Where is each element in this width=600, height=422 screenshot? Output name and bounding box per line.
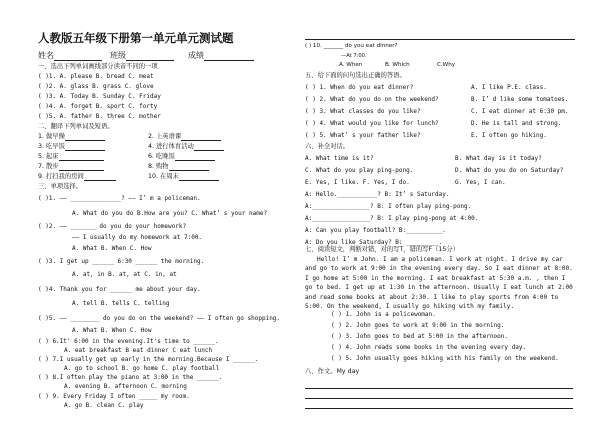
sec6-option: C. What do you play ping-pong. <box>305 167 414 174</box>
writing-line <box>305 408 573 409</box>
top-rule <box>305 39 575 40</box>
sec1-item: ( )4. A. forget B. sport C. forty <box>38 103 158 110</box>
name-label: 姓名 <box>38 51 102 61</box>
sec5-answer: B. I’ d like some tomatoes. <box>471 96 569 103</box>
sec7-item: ( ) 4. John reads some books in the evening every day. <box>331 344 527 351</box>
sec3-question-10-reply: —At 7:00. <box>341 53 367 59</box>
sec6-dialogue: A:________________? B: I often play ping-pong. <box>305 203 472 210</box>
sec3-options: A. eat breakfast B eat dinner C eat lunch <box>64 347 213 354</box>
sec5-question: ( ) 1. When do you eat dinner? <box>305 84 414 91</box>
sec5-answer: E. I often go hiking. <box>471 132 547 139</box>
sec5-question: ( ) 4. What would you like for lunch? <box>305 120 439 127</box>
sec3-question: ( )4. Thank you for ______ me about your day. <box>38 286 201 293</box>
sec5-question: ( ) 2. What do you do on the weekend? <box>305 96 439 103</box>
sec6-dialogue: A: Can you play football? B:__________. <box>305 227 446 234</box>
score-label: 成绩 <box>188 51 254 61</box>
sec2-item: 8. 购物 <box>148 163 209 171</box>
sec5-answer: A. I like P.E. class. <box>471 84 547 91</box>
sec7-item: ( ) 2. John goes to work at 9:00 in the morning. <box>331 322 505 329</box>
sec3-options: A. at, in B. at, at C. in, at <box>72 271 177 278</box>
sec1-item: ( )5. A. father B. three C. mother <box>38 113 161 120</box>
page-title: 人教版五年级下册第一单元单元测试题 <box>38 31 234 45</box>
sec2-item: 2. 上英语课 <box>148 133 221 141</box>
sec5-question: ( ) 3. What classes do you like? <box>305 108 421 115</box>
section-8-heading: 八、作文。My day <box>305 368 360 375</box>
sec3-question-reply: —— I usually do my homework at 7:00. <box>72 234 203 241</box>
sec3-question: ( ) 8.I often play the piano at 3:00 in the ______. <box>38 374 223 381</box>
writing-line <box>305 388 573 389</box>
sec3-question: ( )3. I get up ______ 6:30 ______ the morning. <box>38 258 205 265</box>
sec7-item: ( ) 3. John goes to bed at 5:00 in the afternoon. <box>331 333 509 340</box>
section-6-heading: 六、补全对话。 <box>305 143 350 150</box>
sec7-item: ( ) 1. John is a policewoman. <box>331 311 436 318</box>
section-3-heading: 三、单项选择。 <box>38 183 83 190</box>
sec2-item: 5. 起床 <box>38 153 104 161</box>
sec6-option: A. What time is it? <box>305 155 374 162</box>
sec1-item: ( )1. A. please B. bread C. meat <box>38 73 154 80</box>
section-7-heading: 七、阅读短文，判断对错，对的写T，错的写F（15分） <box>305 246 460 253</box>
sec3-question: ( ) 9. Every Friday I often _____ my room. <box>38 393 190 400</box>
sec3-options: A. evening B. afternoon C. morning <box>64 383 187 390</box>
sec2-item: 3. 吃早饭 <box>38 143 105 151</box>
sec6-dialogue: A: Hello.___________? B: It’ s Saturday. <box>305 191 450 198</box>
sec3-question-10: ( ) 10. _______ do you eat dinner? <box>305 43 398 49</box>
sec5-answer: D. He is tall and strong. <box>471 120 562 127</box>
sec6-dialogue: A: Do you like Saturday? B: _________. <box>305 239 443 246</box>
sec3-option: C.Why <box>437 62 456 68</box>
sec3-options: A. What do you do B.How are you? C. What’ s your name? <box>72 210 268 217</box>
sec3-question: ( ) 7.I usually get up early in the morning.Because I ______. <box>38 356 259 363</box>
section-1-heading: 一、选出下列单词画线部分读音不同的一项 <box>38 63 158 70</box>
sec3-option: A. When <box>339 62 363 68</box>
sec3-question: ( )5. —— ________ do you do on the weekend? —— I often go shopping. <box>38 315 281 322</box>
sec5-answer: C. I eat dinner at 6:30 pm. <box>471 108 569 115</box>
sec3-question: ( ) 6.It' 6:00 in the evening.It's time to ______. <box>38 338 219 345</box>
sec2-item: 10. 在周末 <box>148 173 219 181</box>
sec6-option: G. Yes, I can. <box>455 179 506 186</box>
writing-line <box>305 398 573 399</box>
sec2-item: 1. 做早操 <box>38 133 105 141</box>
sec3-options: A. What B. When C. How <box>72 327 152 334</box>
section-5-heading: 五、给下面的问句选出正确的答语。 <box>305 72 406 79</box>
sec6-option: B. What day is it today? <box>455 155 542 162</box>
sec5-question: ( ) 5. What’ s your father like? <box>305 132 421 139</box>
sec3-option: B. Which <box>385 62 410 68</box>
section-2-heading: 二、翻译下列单词及短语。 <box>38 123 114 130</box>
sec2-item: 6. 吃晚饭 <box>148 153 215 161</box>
sec3-options: A. go to school B. go home C. play football <box>64 365 220 372</box>
class-label: 班级 <box>110 51 174 61</box>
sec3-question: ( )2. —— _______ do you do your homework? <box>38 223 187 230</box>
sec3-question: ( )1. —— ______________? —— I’ m a policeman. <box>38 195 201 202</box>
sec2-item: 4. 进行体育活动 <box>148 143 224 151</box>
sec2-item: 9. 打扫我的房间 <box>38 173 116 181</box>
sec3-options: A. tell B. tells C. telling <box>72 300 170 307</box>
sec3-options: A. What B. When C. How <box>72 245 152 252</box>
sec6-dialogue: A:________________? B: I play ping-pong at 4:00. <box>305 215 479 222</box>
sec1-item: ( )3. A. Today B. Sunday C. Friday <box>38 93 161 100</box>
sec6-option: E. Yes, I like. F. Yes, I do. <box>305 179 410 186</box>
sec7-item: ( ) 5. John usually goes hiking with his family on the weekend. <box>331 355 559 362</box>
sec1-item: ( )2. A. glass B. grass C. glove <box>38 83 154 90</box>
sec2-item: 7. 散步 <box>38 163 104 171</box>
reading-passage: Hello! I’ m John. I am a policeman. I work at night. I drive my car and go to work at 9:00 in the evening every day. So I eat dinner at 8:00. I go home at 5:00 in the morning. I eat breakfast at 5:30 a.m. , then I go to bed. I get up at 1:30 in the afternoon. Usually I eat lunch at 2:00 and read some books at about 2:30. I like to play sports from 4:00 to 5:00. On the weekend, I usually go hiking with my family. <box>305 256 573 311</box>
sec3-options: A. go B. clean C. play <box>64 402 144 409</box>
sec6-option: D. What do you do on Saturday? <box>455 167 564 174</box>
